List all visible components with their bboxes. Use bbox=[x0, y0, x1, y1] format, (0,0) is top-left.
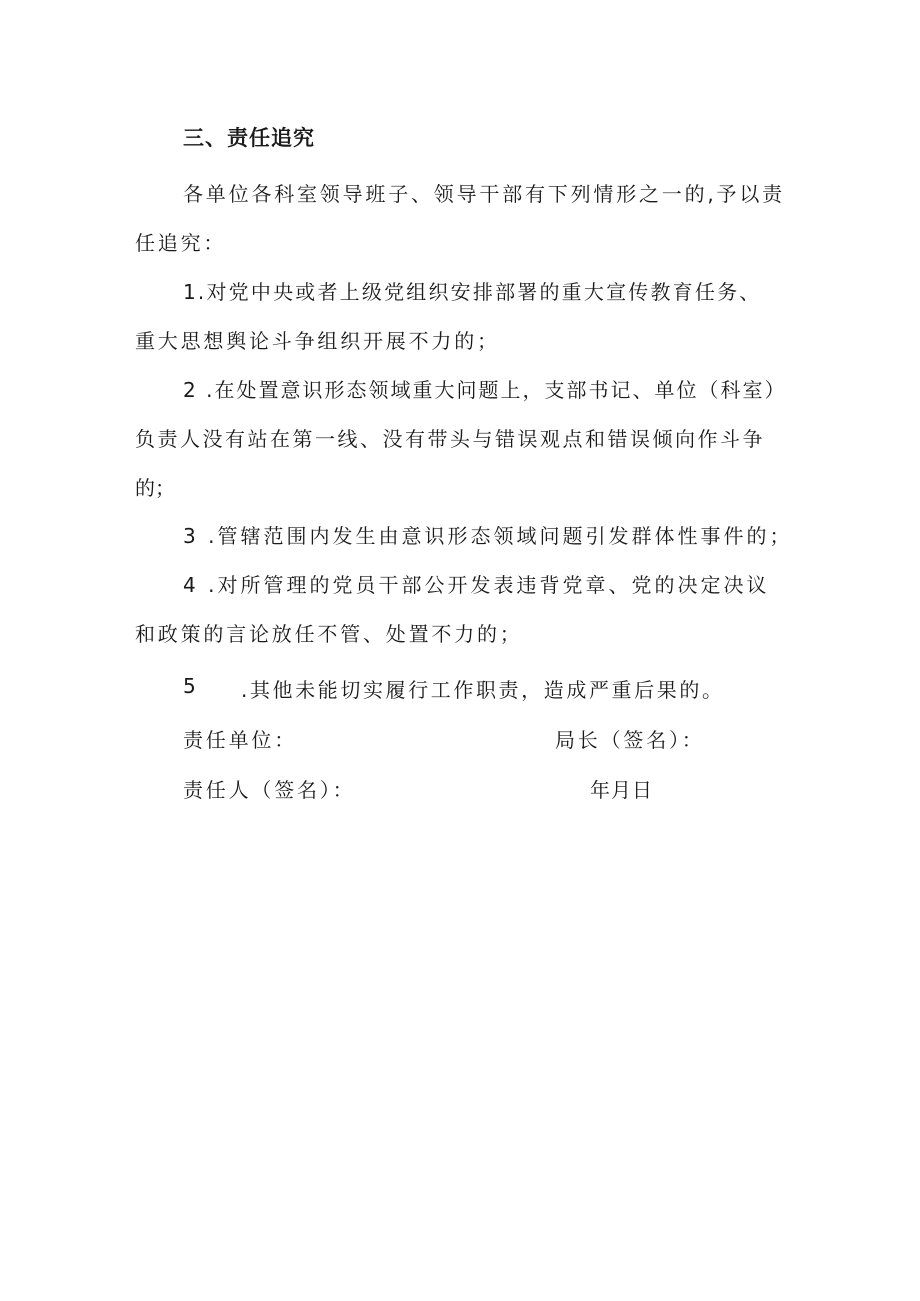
item-1-line-1: 1.对党中央或者上级党组织安排部署的重大宣传教育任务、 bbox=[183, 280, 762, 304]
section-heading: 三、责任追究 bbox=[183, 126, 315, 150]
item-3-line-1: 3 .管辖范围内发生由意识形态领域问题引发群体性事件的； bbox=[183, 524, 793, 548]
item-2-line-2: 负责人没有站在第一线、没有带头与错误观点和错误倾向作斗争 bbox=[135, 427, 765, 451]
director-signature-label: 局长（签名）： bbox=[555, 728, 705, 752]
responsible-person-label: 责任人（签名）： bbox=[183, 778, 356, 802]
item-5-number: 5 bbox=[183, 674, 196, 698]
date-label: 年月日 bbox=[590, 778, 653, 802]
item-2-line-1: 2 .在处置意识形态领域重大问题上，支部书记、单位（科室） bbox=[183, 378, 787, 402]
item-4-line-1: 4 .对所管理的党员干部公开发表违背党章、党的决定决议 bbox=[183, 573, 770, 597]
responsible-unit-label: 责任单位： bbox=[183, 728, 297, 752]
item-5-text: .其他未能切实履行工作职责，造成严重后果的。 bbox=[241, 678, 725, 702]
intro-line-2: 任追究： bbox=[135, 231, 227, 255]
intro-line-1: 各单位各科室领导班子、领导干部有下列情形之一的,予以责 bbox=[183, 182, 785, 206]
item-4-line-2: 和政策的言论放任不管、处置不力的； bbox=[135, 622, 523, 646]
item-1-line-2: 重大思想舆论斗争组织开展不力的； bbox=[135, 329, 500, 353]
item-2-line-3: 的； bbox=[135, 476, 175, 500]
